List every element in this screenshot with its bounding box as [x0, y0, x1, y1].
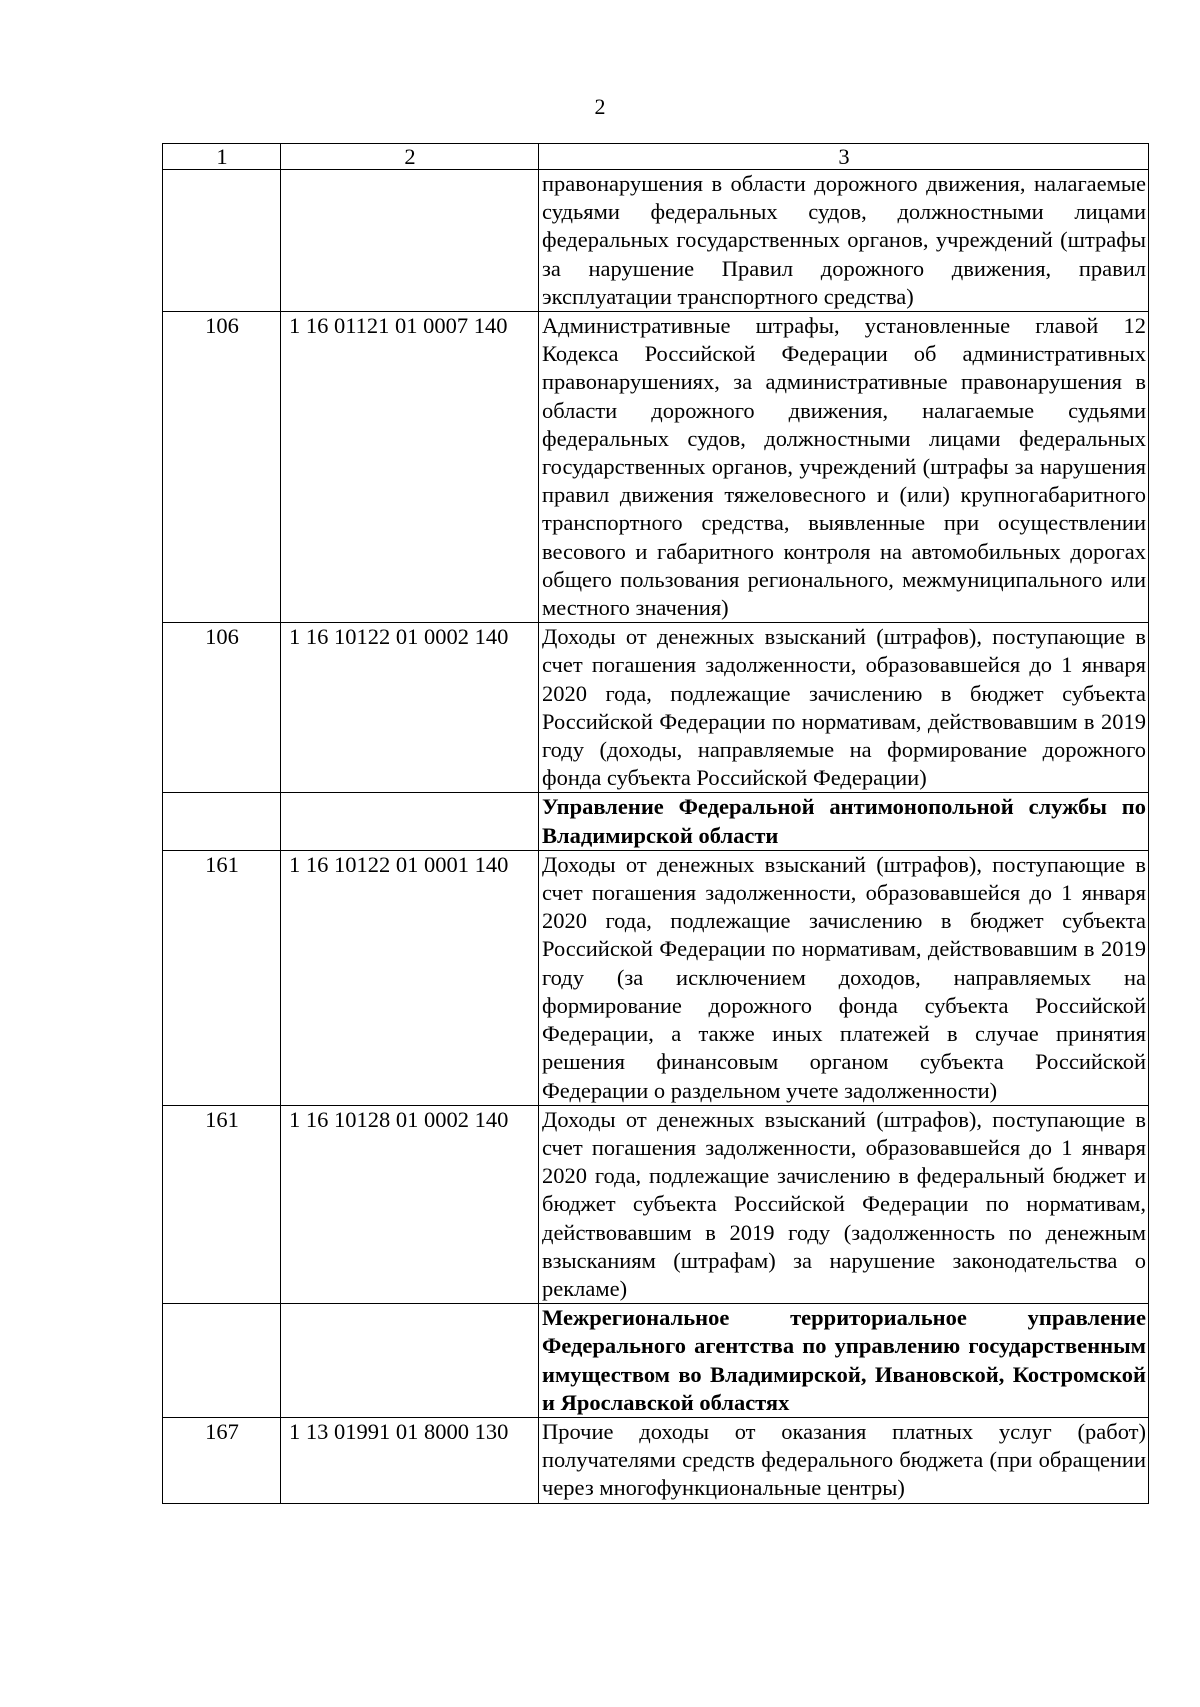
budget-code-cell: 1 16 01121 01 0007 140 [281, 312, 539, 623]
admin-code-cell: 161 [163, 850, 281, 1105]
budget-code-cell [281, 1304, 539, 1418]
admin-code-cell [163, 793, 281, 850]
description-cell: правонарушения в области дорожного движения, налагаемые судьями федеральных судов, должностными лицами федеральных государственных органов, учреждений (штрафы за нарушение Правил дорожного движения, правил эксплуатации транспортного средства) [539, 170, 1149, 312]
table-row [163, 623, 1149, 793]
description-cell: Прочие доходы от оказания платных услуг (работ) получателями средств федерального бюджета (при обращении через многофункциональные центры) [539, 1417, 1149, 1503]
admin-code-cell: 106 [163, 312, 281, 623]
admin-code-cell: 161 [163, 1105, 281, 1303]
table-header-row [163, 144, 1149, 170]
header-cell-1: 1 [163, 144, 281, 170]
table-row [163, 170, 1149, 312]
table-row [163, 1417, 1149, 1503]
budget-code-cell: 1 16 10128 01 0002 140 [281, 1105, 539, 1303]
page-number: 2 [594, 94, 606, 119]
section-heading-cell: Межрегиональное территориальное управление Федерального агентства по управлению государственным имуществом во Владимирской, Ивановской, Костромской и Ярославской областях [539, 1304, 1149, 1418]
table-row [163, 312, 1149, 623]
budget-code-cell [281, 793, 539, 850]
description-cell: Доходы от денежных взысканий (штрафов), поступающие в счет погашения задолженности, образовавшейся до 1 января 2020 года, подлежащие зачислению в бюджет субъекта Российской Федерации по нормативам, действовавшим в 2019 году (за исключением доходов, направляемых на формирование дорожного фонда субъекта Российской Федерации, а также иных платежей в случае принятия решения финансовым органом субъекта Российской Федерации о раздельном учете задолженности) [539, 850, 1149, 1105]
table-row [163, 793, 1149, 850]
header-cell-2: 2 [281, 144, 539, 170]
table-row [163, 850, 1149, 1105]
budget-code-cell: 1 13 01991 01 8000 130 [281, 1417, 539, 1503]
budget-code-cell: 1 16 10122 01 0002 140 [281, 623, 539, 793]
section-heading-cell: Управление Федеральной антимонопольной службы по Владимирской области [539, 793, 1149, 850]
description-cell: Административные штрафы, установленные главой 12 Кодекса Российской Федерации об административных правонарушениях, за административные правонарушения в области дорожного движения, налагаемые судьями федеральных судов, должностными лицами федеральных государственных органов, учреждений (штрафы за нарушения правил движения тяжеловесного и (или) крупногабаритного транспортного средства, выявленные при осуществлении весового и габаритного контроля на автомобильных дорогах общего пользования регионального, межмуниципального или местного значения) [539, 312, 1149, 623]
budget-codes-table [162, 143, 1149, 1504]
admin-code-cell [163, 1304, 281, 1418]
budget-code-cell: 1 16 10122 01 0001 140 [281, 850, 539, 1105]
admin-code-cell: 106 [163, 623, 281, 793]
description-cell: Доходы от денежных взысканий (штрафов), поступающие в счет погашения задолженности, образовавшейся до 1 января 2020 года, подлежащие зачислению в бюджет субъекта Российской Федерации по нормативам, действовавшим в 2019 году (доходы, направляемые на формирование дорожного фонда субъекта Российской Федерации) [539, 623, 1149, 793]
budget-code-cell [281, 170, 539, 312]
table-row [163, 1304, 1149, 1418]
admin-code-cell: 167 [163, 1417, 281, 1503]
table-row [163, 1105, 1149, 1303]
admin-code-cell [163, 170, 281, 312]
header-cell-3: 3 [539, 144, 1149, 170]
description-cell: Доходы от денежных взысканий (штрафов), поступающие в счет погашения задолженности, образовавшейся до 1 января 2020 года, подлежащие зачислению в федеральный бюджет и бюджет субъекта Российской Федерации по нормативам, действовавшим в 2019 году (задолженность по денежным взысканиям (штрафам) за нарушение законодательства о рекламе) [539, 1105, 1149, 1303]
